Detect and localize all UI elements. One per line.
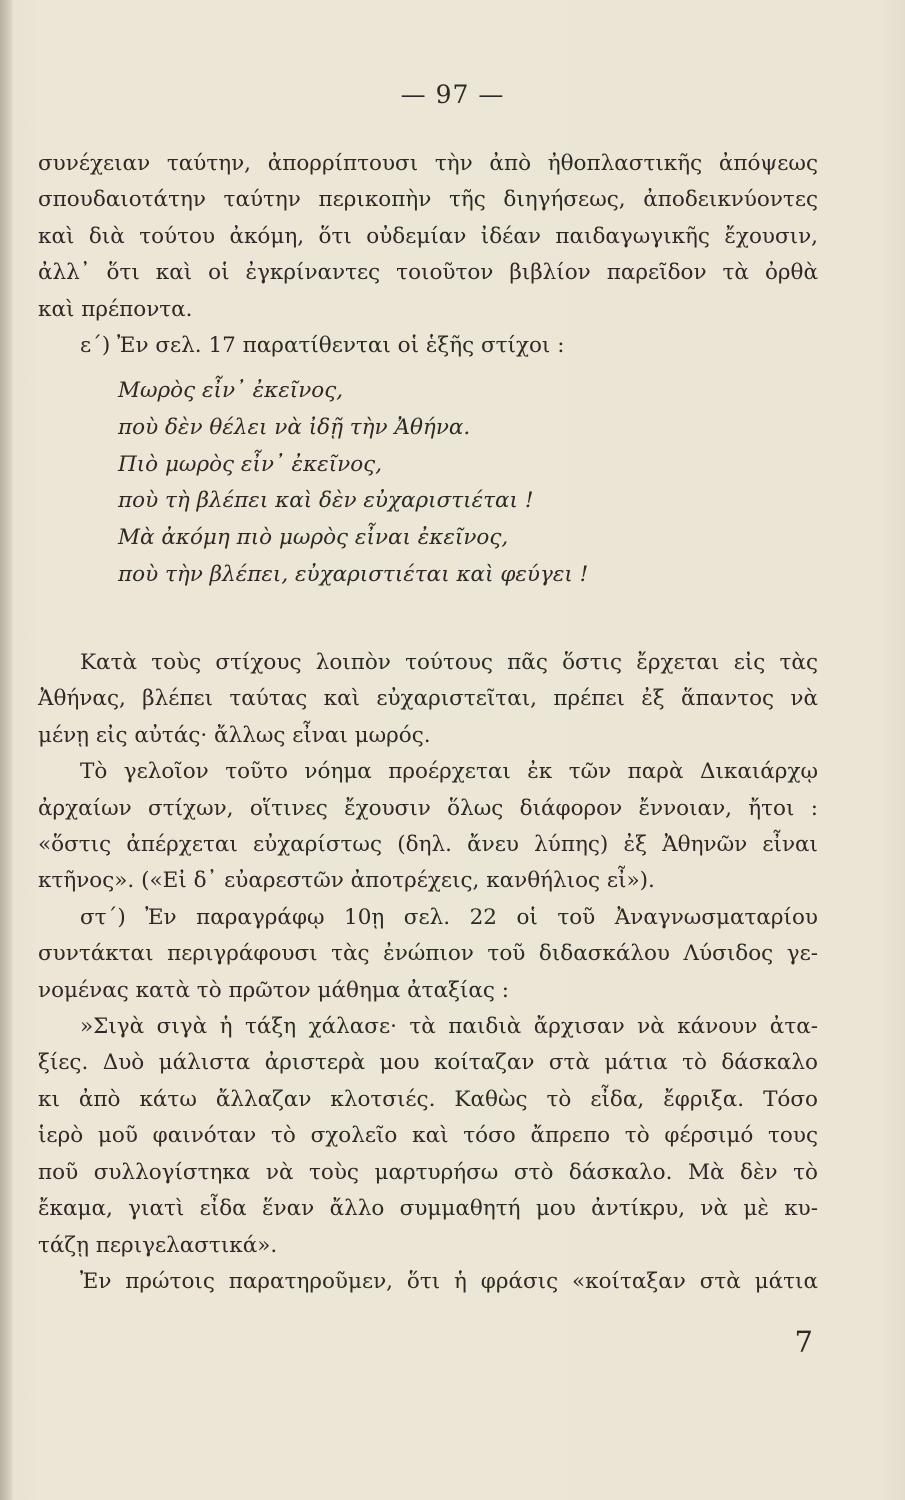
poem-line: ποὺ τὴ βλέπει καὶ δὲν εὐχαριστιέται ! [118,488,534,514]
text-line: »Σιγὰ σιγὰ ἡ τάξη χάλασε· τὰ παιδιὰ ἄρχισαν νὰ κάνουν ἀτα- [80,1014,818,1040]
text-line: τάζῃ περιγελαστικά». [38,1232,278,1258]
paragraph-block-2 [38,645,818,1300]
text-line: ἀλλ᾽ ὅτι καὶ οἱ ἐγκρίναντες τοιοῦτον βιβλίον παρεῖδον τὰ ὀρθὰ [38,260,818,286]
text-line: Ἐν πρώτοις παρατηροῦμεν, ὅτι ἡ φράσις «κοίταξαν στὰ μάτια [80,1268,818,1294]
text-line: Κατὰ τοὺς στίχους λοιπὸν τούτους πᾶς ὅστις ἔρχεται εἰς τὰς [80,650,818,675]
text-line: Τὸ γελοῖον τοῦτο νόημα προέρχεται ἐκ τῶν παρὰ Δικαιάρχῳ [80,759,818,785]
text-line: «ὅστις ἀπέρχεται εὐχαρίστως (δηλ. ἄνευ λύπης) ἐξ Ἀθηνῶν εἶναι [38,832,818,858]
text-line: νομένας κατὰ τὸ πρῶτον μάθημα ἀταξίας : [38,977,509,1003]
text-line: κι ἀπὸ κάτω ἄλλαζαν κλοτσιές. Καθὼς τὸ εἶδα, ἔφριξα. Τόσο [38,1086,818,1112]
paragraph-block-1 [38,146,818,364]
poem-line: Πιὸ μωρὸς εἶν᾽ ἐκεῖνος, [118,451,383,477]
text-line: Ἀθήνας, βλέπει ταύτας καὶ εὐχαριστεῖται, πρέπει ἐξ ἅπαντος νὰ [38,686,818,712]
text-line: σπουδαιοτάτην ταύτην περικοπὴν τῆς διηγήσεως, ἀποδεικνύοντες [38,187,818,213]
text-line: καὶ πρέποντα. [38,296,193,322]
text-line: ἱερὸ μοῦ φαινόταν τὸ σχολεῖο καὶ τόσο ἄπρεπο τὸ φέρσιμό τους [38,1123,818,1149]
text-line: ποῦ συλλογίστηκα νὰ τοὺς μαρτυρήσω στὸ δάσκαλο. Μὰ δὲν τὸ [38,1159,818,1185]
poem-line: Μωρὸς εἶν᾽ ἐκεῖνος, [118,378,344,403]
page-edge [0,0,12,1500]
text-line: στ΄) Ἐν παραγράφῳ 10ῃ σελ. 22 οἱ τοῦ Ἀναγνωσματαρίου [80,904,818,930]
poem-line: ποὺ δὲν θέλει νὰ ἰδῇ τὴν Ἀθήνα. [118,414,471,440]
text-line: συνέχειαν ταύτην, ἀπορρίπτουσι τὴν ἀπὸ ἠθοπλαστικῆς ἀπόψεως [38,151,818,176]
text-line: ξίες. Δυὸ μάλιστα ἀριστερὰ μου κοίταζαν στὰ μάτια τὸ δάσκαλο [38,1050,818,1076]
signature-mark: 7 [794,1325,813,1359]
poem-line: Μὰ ἀκόμη πιὸ μωρὸς εἶναι ἐκεῖνος, [118,525,509,551]
page-number-header: — 97 — [400,80,505,109]
text-line: ἔκαμα, γιατὶ εἶδα ἕναν ἄλλο συμμαθητή μου ἀντίκρυ, νὰ μὲ κυ- [38,1196,818,1222]
text-line: κτῆνος». («Εἰ δ᾽ εὐαρεστῶν ἀποτρέχεις, κανθήλιος εἶ»). [38,868,655,894]
text-line: συντάκται περιγράφουσι τὰς ἐνώπιον τοῦ διδασκάλου Λύσιδος γε- [38,941,818,967]
quoted-poem [118,373,588,594]
text-line: ε΄) Ἐν σελ. 17 παρατίθενται οἱ ἑξῆς στίχοι : [80,333,565,359]
poem-line: ποὺ τὴν βλέπει, εὐχαριστιέται καὶ φεύγει ! [118,561,589,587]
text-line: μένῃ εἰς αὐτάς· ἄλλως εἶναι μωρός. [38,722,431,748]
text-line: ἀρχαίων στίχων, οἵτινες ἔχουσιν ὅλως διάφορον ἔννοιαν, ἤτοι : [38,795,818,821]
text-line: καὶ διὰ τούτου ἀκόμη, ὅτι οὐδεμίαν ἰδέαν παιδαγωγικῆς ἔχουσιν, [38,223,818,249]
